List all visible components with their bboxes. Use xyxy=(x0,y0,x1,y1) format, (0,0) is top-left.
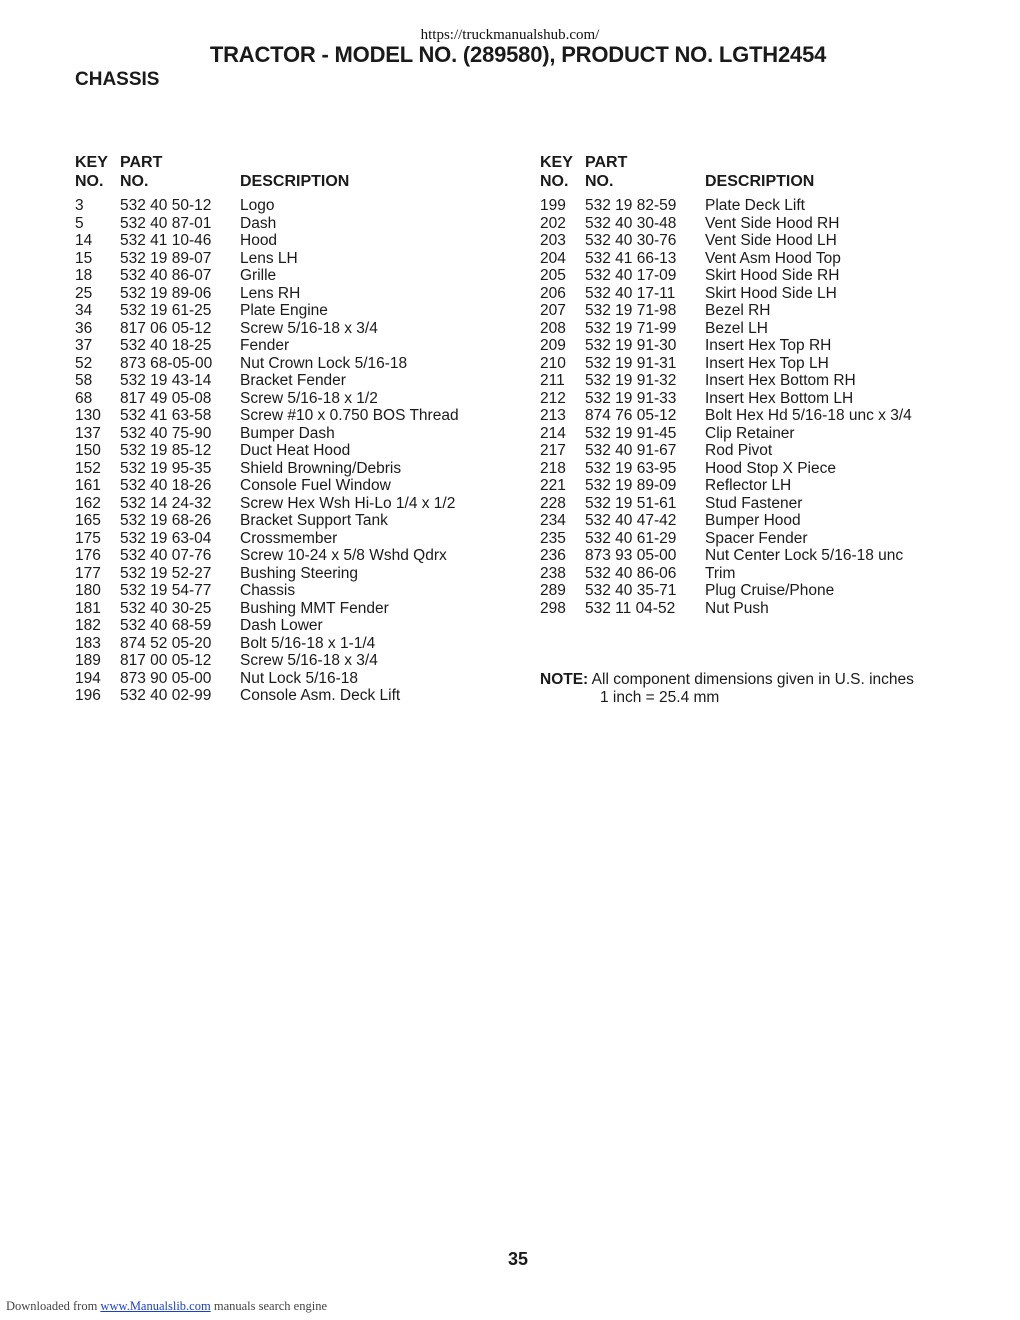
part-header-line2: NO. xyxy=(120,173,149,190)
part-description: Clip Retainer xyxy=(705,424,795,442)
part-number: 532 19 95-35 xyxy=(120,459,212,477)
part-number: 532 19 91-45 xyxy=(585,424,677,442)
part-number: 532 40 68-59 xyxy=(120,617,212,634)
part-description: Bracket Support Tank xyxy=(240,512,388,529)
key-header-line2: NO. xyxy=(540,173,569,190)
key-number: 18 xyxy=(75,267,93,284)
download-footer xyxy=(6,1299,327,1314)
footer-suffix: manuals search engine xyxy=(213,1299,327,1313)
key-number: 34 xyxy=(75,302,93,319)
key-number: 3 xyxy=(75,197,84,214)
part-description: Grille xyxy=(240,267,277,284)
source-url: https://truckmanualshub.com/ xyxy=(420,27,600,43)
key-number: 202 xyxy=(540,214,566,232)
page-number: 35 xyxy=(507,1249,529,1269)
part-number: 532 40 86-06 xyxy=(585,564,677,582)
key-number: 137 xyxy=(75,424,101,442)
part-description: Chassis xyxy=(240,582,296,599)
key-number: 199 xyxy=(540,197,566,214)
part-number: 532 40 75-90 xyxy=(120,424,212,442)
part-number: 532 19 43-14 xyxy=(120,372,212,389)
part-description: Console Fuel Window xyxy=(240,477,391,494)
key-number: 5 xyxy=(75,214,84,232)
part-description: Skirt Hood Side RH xyxy=(705,267,840,284)
part-description: Skirt Hood Side LH xyxy=(705,284,837,302)
key-number: 25 xyxy=(75,284,93,302)
description-header: DESCRIPTION xyxy=(705,173,815,190)
part-description: Vent Asm Hood Top xyxy=(705,249,841,267)
part-description: Logo xyxy=(240,197,275,214)
part-description: Dash xyxy=(240,214,277,232)
part-number: 532 19 63-04 xyxy=(120,529,212,547)
part-number: 532 40 17-09 xyxy=(585,267,677,284)
part-number: 873 93 05-00 xyxy=(585,547,677,564)
part-number: 532 40 50-12 xyxy=(120,197,212,214)
key-number: 210 xyxy=(540,354,566,372)
key-number: 208 xyxy=(540,319,566,337)
key-number: 36 xyxy=(75,319,93,337)
part-description: Bolt 5/16-18 x 1-1/4 xyxy=(240,634,376,652)
part-description: Bezel RH xyxy=(705,302,771,319)
part-number: 532 19 71-99 xyxy=(585,319,677,337)
part-description: Screw 5/16-18 x 3/4 xyxy=(240,652,378,669)
part-header-line2: NO. xyxy=(585,173,614,190)
key-header-line2: NO. xyxy=(75,173,104,190)
key-number: 162 xyxy=(75,494,101,512)
part-number: 532 19 51-61 xyxy=(585,494,677,512)
key-header-line1: KEY xyxy=(75,154,108,171)
part-description: Plate Deck Lift xyxy=(705,197,805,214)
key-number: 298 xyxy=(540,599,566,617)
part-number: 532 19 91-30 xyxy=(585,337,677,354)
part-description: Hood Stop X Piece xyxy=(705,459,836,477)
part-number: 817 00 05-12 xyxy=(120,652,212,669)
key-number: 183 xyxy=(75,634,101,652)
key-number: 180 xyxy=(75,582,101,599)
part-description: Lens RH xyxy=(240,284,301,302)
part-number: 532 19 89-07 xyxy=(120,249,212,267)
part-description: Stud Fastener xyxy=(705,494,803,512)
key-number: 150 xyxy=(75,442,101,459)
key-number: 58 xyxy=(75,372,93,389)
key-number: 221 xyxy=(540,477,566,494)
part-description: Bushing Steering xyxy=(240,564,359,582)
part-description: Screw 5/16-18 x 1/2 xyxy=(240,389,378,407)
part-number: 532 19 63-95 xyxy=(585,459,677,477)
part-header-line1: PART xyxy=(120,154,163,171)
key-number: 68 xyxy=(75,389,93,407)
part-number: 873 90 05-00 xyxy=(120,669,212,687)
part-description: Hood xyxy=(240,232,278,249)
part-number: 532 19 68-26 xyxy=(120,512,212,529)
part-description: Bolt Hex Hd 5/16-18 unc x 3/4 xyxy=(705,407,912,424)
part-description: Crossmember xyxy=(240,529,338,547)
part-description: Rod Pivot xyxy=(705,442,773,459)
key-number: 182 xyxy=(75,617,101,634)
part-number: 532 40 30-76 xyxy=(585,232,677,249)
part-number: 532 40 30-25 xyxy=(120,599,212,617)
key-number: 235 xyxy=(540,529,566,547)
part-description: Bumper Dash xyxy=(240,424,335,442)
part-description: Screw 10-24 x 5/8 Wshd Qdrx xyxy=(240,547,447,564)
key-number: 37 xyxy=(75,337,93,354)
part-number: 532 40 35-71 xyxy=(585,582,677,599)
part-number: 532 19 89-09 xyxy=(585,477,677,494)
key-number: 176 xyxy=(75,547,101,564)
part-number: 532 19 85-12 xyxy=(120,442,212,459)
part-number: 532 40 47-42 xyxy=(585,512,677,529)
part-description: Screw Hex Wsh Hi-Lo 1/4 x 1/2 xyxy=(240,494,456,512)
key-number: 189 xyxy=(75,652,101,669)
part-number: 532 40 02-99 xyxy=(120,687,212,704)
key-header-line1: KEY xyxy=(540,154,573,171)
part-description: Nut Push xyxy=(705,599,769,617)
part-number: 532 40 30-48 xyxy=(585,214,677,232)
part-description: Nut Center Lock 5/16-18 unc xyxy=(705,547,904,564)
part-description: Vent Side Hood RH xyxy=(705,214,840,232)
part-description: Duct Heat Hood xyxy=(240,442,351,459)
part-number: 532 19 91-33 xyxy=(585,389,677,407)
key-number: 217 xyxy=(540,442,566,459)
part-number: 532 19 82-59 xyxy=(585,197,677,214)
part-description: Spacer Fender xyxy=(705,529,808,547)
key-number: 196 xyxy=(75,687,101,704)
part-description: Nut Lock 5/16-18 xyxy=(240,669,359,687)
key-number: 228 xyxy=(540,494,566,512)
part-number: 874 52 05-20 xyxy=(120,634,212,652)
part-description: Nut Crown Lock 5/16-18 xyxy=(240,354,408,372)
part-description: Bumper Hood xyxy=(705,512,801,529)
part-description: Vent Side Hood LH xyxy=(705,232,837,249)
part-description: Insert Hex Bottom LH xyxy=(705,389,854,407)
part-number: 532 19 52-27 xyxy=(120,564,212,582)
note-line2: 1 inch = 25.4 mm xyxy=(600,688,720,706)
part-number: 532 41 10-46 xyxy=(120,232,212,249)
key-number: 238 xyxy=(540,564,566,582)
part-number: 532 19 89-06 xyxy=(120,284,212,302)
key-number: 234 xyxy=(540,512,566,529)
part-number: 532 19 54-77 xyxy=(120,582,212,599)
key-number: 205 xyxy=(540,267,566,284)
part-number: 532 19 71-98 xyxy=(585,302,677,319)
key-number: 130 xyxy=(75,407,101,424)
part-number: 532 40 18-25 xyxy=(120,337,212,354)
part-description: Insert Hex Bottom RH xyxy=(705,372,856,389)
key-number: 203 xyxy=(540,232,566,249)
key-number: 175 xyxy=(75,529,101,547)
key-number: 211 xyxy=(540,372,565,389)
note-label: NOTE: xyxy=(540,671,589,688)
part-description: Console Asm. Deck Lift xyxy=(240,687,401,704)
key-number: 213 xyxy=(540,407,566,424)
footer-prefix: Downloaded from xyxy=(6,1299,98,1313)
part-number: 532 40 07-76 xyxy=(120,547,212,564)
page-title: TRACTOR - MODEL NO. (289580), PRODUCT NO. LGTH2454 xyxy=(209,42,827,67)
part-description: Insert Hex Top LH xyxy=(705,354,829,372)
part-number: 873 68-05-00 xyxy=(120,354,213,372)
key-number: 14 xyxy=(75,232,93,249)
part-number: 532 11 04-52 xyxy=(585,599,676,617)
manualslib-link[interactable]: www.Manualslib.com xyxy=(100,1299,211,1313)
key-number: 214 xyxy=(540,424,566,442)
part-number: 532 40 87-01 xyxy=(120,214,212,232)
key-number: 218 xyxy=(540,459,566,477)
description-header: DESCRIPTION xyxy=(240,173,350,190)
key-number: 152 xyxy=(75,459,101,477)
key-number: 165 xyxy=(75,512,101,529)
part-description: Shield Browning/Debris xyxy=(240,459,402,477)
part-description: Lens LH xyxy=(240,249,298,267)
part-number: 532 19 91-32 xyxy=(585,372,677,389)
part-description: Bezel LH xyxy=(705,319,768,337)
key-number: 209 xyxy=(540,337,566,354)
part-number: 874 76 05-12 xyxy=(585,407,677,424)
part-description: Bushing MMT Fender xyxy=(240,599,389,617)
part-description: Plug Cruise/Phone xyxy=(705,582,835,599)
part-description: Reflector LH xyxy=(705,477,792,494)
part-number: 532 40 61-29 xyxy=(585,529,677,547)
key-number: 181 xyxy=(75,599,101,617)
part-description: Screw 5/16-18 x 3/4 xyxy=(240,319,378,337)
part-number: 532 40 18-26 xyxy=(120,477,212,494)
key-number: 15 xyxy=(75,249,93,267)
part-number: 817 49 05-08 xyxy=(120,389,212,407)
part-number: 532 19 61-25 xyxy=(120,302,212,319)
section-heading: CHASSIS xyxy=(75,69,160,90)
part-number: 532 14 24-32 xyxy=(120,494,212,512)
part-description: Dash Lower xyxy=(240,617,323,634)
key-number: 204 xyxy=(540,249,566,267)
part-description: Screw #10 x 0.750 BOS Thread xyxy=(240,407,459,424)
part-number: 532 19 91-31 xyxy=(585,354,677,372)
part-number: 532 41 63-58 xyxy=(120,407,212,424)
part-header-line1: PART xyxy=(585,154,628,171)
key-number: 289 xyxy=(540,582,566,599)
key-number: 177 xyxy=(75,564,101,582)
key-number: 161 xyxy=(75,477,101,494)
part-description: Trim xyxy=(705,564,736,582)
part-description: Plate Engine xyxy=(240,302,328,319)
part-number: 532 41 66-13 xyxy=(585,249,677,267)
part-number: 532 40 17-11 xyxy=(585,284,676,302)
part-number: 532 40 91-67 xyxy=(585,442,677,459)
part-number: 532 40 86-07 xyxy=(120,267,212,284)
key-number: 212 xyxy=(540,389,566,407)
part-description: Bracket Fender xyxy=(240,372,346,389)
key-number: 52 xyxy=(75,354,93,372)
dimension-note xyxy=(540,671,914,706)
part-description: Fender xyxy=(240,337,290,354)
part-number: 817 06 05-12 xyxy=(120,319,212,337)
key-number: 236 xyxy=(540,547,566,564)
note-line1: All component dimensions given in U.S. inches xyxy=(591,671,914,688)
key-number: 206 xyxy=(540,284,566,302)
key-number: 207 xyxy=(540,302,566,319)
part-description: Insert Hex Top RH xyxy=(705,337,832,354)
key-number: 194 xyxy=(75,669,101,687)
